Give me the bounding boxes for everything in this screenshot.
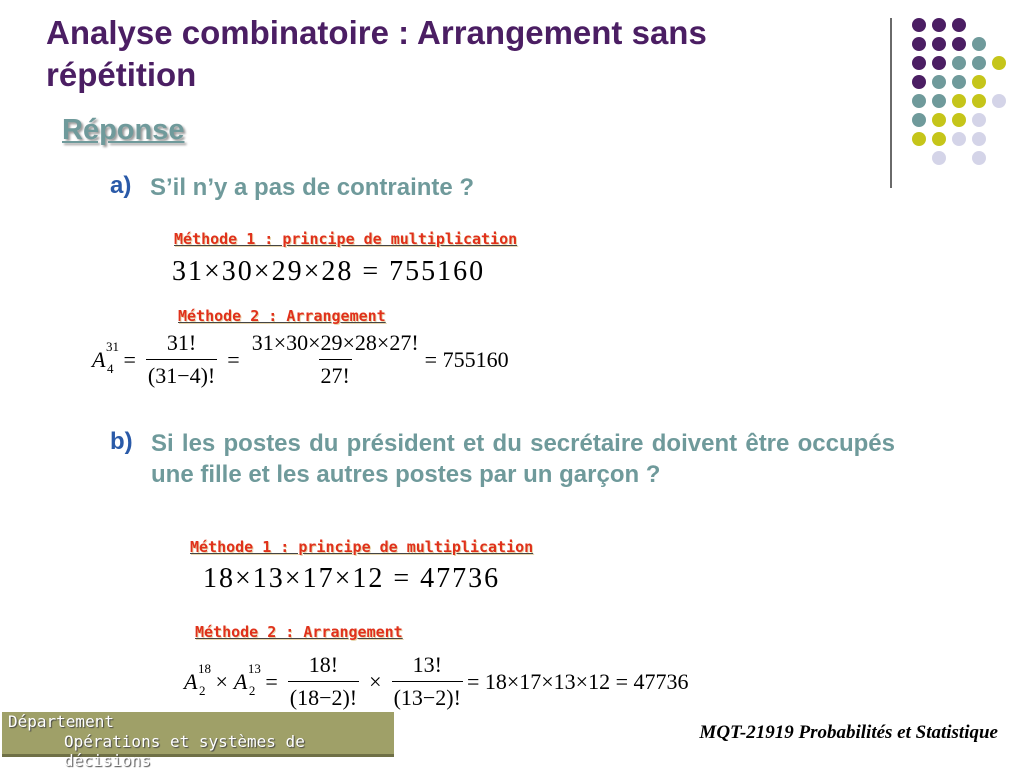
question-b-label: b) [110, 428, 133, 455]
dot [932, 151, 946, 165]
equation-b-method1: 18×13×17×12 = 47736 [203, 563, 501, 594]
dot [932, 113, 946, 127]
result: = 18×17×13×12 = 47736 [466, 668, 689, 694]
dot [912, 94, 926, 108]
dot [972, 75, 986, 89]
department-name: Département [8, 712, 114, 731]
dot [912, 56, 926, 70]
arrangement-symbol: A 13 2 [233, 660, 261, 698]
times-sign: × [369, 668, 382, 694]
fraction: $\frac{13!}{(13-2)!}$ [393, 652, 461, 710]
dot [932, 18, 946, 32]
dot [952, 113, 966, 127]
dot [912, 18, 926, 32]
dot [912, 37, 926, 51]
times-sign: × [215, 668, 228, 694]
dot [932, 94, 946, 108]
result: = 755160 [424, 346, 509, 372]
dot [972, 151, 986, 165]
dot [912, 75, 926, 89]
department-subtitle: Opérations et systèmes de décisions [64, 732, 305, 770]
decorative-divider [890, 18, 892, 188]
dot [972, 132, 986, 146]
dot [952, 94, 966, 108]
slide-title: Analyse combinatoire : Arrangement sans répétition [46, 14, 707, 93]
dot [932, 37, 946, 51]
dot [972, 94, 986, 108]
question-a-label: a) [110, 172, 132, 199]
dot [952, 75, 966, 89]
dot [972, 37, 986, 51]
formula-a-method2 [92, 330, 509, 389]
dot [972, 113, 986, 127]
method-2-label-a: Méthode 2 : Arrangement [178, 307, 386, 325]
course-label: MQT-21919 Probabilités et Statistique [699, 722, 998, 743]
formula-b-method2 [184, 652, 689, 711]
question-a-text: S’il n’y a pas de contrainte ? [150, 174, 475, 201]
dot [992, 94, 1006, 108]
department-banner [2, 712, 394, 770]
equals-sign: = [123, 346, 136, 372]
dot [932, 56, 946, 70]
arrangement-symbol: A 18 2 [184, 660, 211, 698]
dot [912, 113, 926, 127]
reponse-heading: Réponse [62, 114, 185, 146]
question-b-text: Si les postes du président et du secrétaire doivent être occupés une fille et les autres postes par un garçon ? [151, 430, 895, 488]
dot [952, 18, 966, 32]
dot [952, 56, 966, 70]
equals-sign: = [265, 668, 278, 694]
equals-sign: = [227, 346, 240, 372]
method-1-label-a: Méthode 1 : principe de multiplication [174, 230, 518, 248]
dot [992, 56, 1006, 70]
dot [952, 37, 966, 51]
dot [952, 132, 966, 146]
dot [972, 56, 986, 70]
dot [932, 132, 946, 146]
dot [932, 75, 946, 89]
dot [912, 132, 926, 146]
equation-a-method1: 31×30×29×28 = 755160 [172, 256, 486, 287]
fraction: $\frac{31\times 30\times 29\times 28\times 27!}{27!}$ [251, 330, 419, 388]
fraction: $\frac{18!}{(18-2)!}$ [289, 652, 358, 710]
method-2-label-b: Méthode 2 : Arrangement [195, 623, 403, 641]
fraction: $\frac{31!}{(31-4)!}$ [147, 330, 216, 388]
arrangement-symbol: A 31 4 [92, 338, 119, 376]
method-1-label-b: Méthode 1 : principe de multiplication [190, 538, 534, 556]
